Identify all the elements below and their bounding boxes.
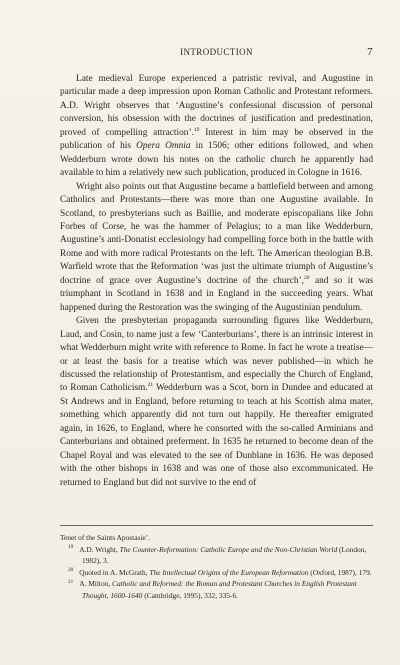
running-head: [60, 47, 373, 61]
footnote-number: 21: [68, 578, 74, 585]
footnote-text: A. Milton, Catholic and Reformed: the Roman and Protestant Churches in English Protestant Thought, 1600-1640 (Cambridge, 1995), 332, 335-6.: [79, 579, 357, 600]
running-title: INTRODUCTION: [180, 47, 253, 57]
page-number: 7: [367, 46, 373, 58]
italic-title: The Intellectual Origins of the European Reformation: [149, 567, 309, 577]
italic-title: The Counter-Reformation: Catholic Europe and the Non-Christian World: [119, 544, 338, 554]
body-text: [60, 73, 373, 490]
footnote-number: 20: [68, 567, 74, 574]
paragraph: Wright also points out that Augustine became a battlefield between and among Catholics and Protestants—there was more than one Augustine available. In Scotland, to presbyterians such as Baillie, and moderate episcopalians like John Forbes of Corse, he was the hammer of Pelagius; to a man like Wedderburn, Augustine’s anti-Donatist ecclesiology had compelling force both in the battle with Rome and with more radical Protestants on the left. The American theologian B.B. Warfield wrote that the Reformation ‘was just the ultimate triumph of Augustine’s doctrine of grace over Augustine’s doctrine of the church’,$^{20}$ and so it was triumphant in Scotland in 1638 and in England in the succeeding years. What happened during the Restoration was the swinging of the Augustinian pendulum.: [60, 181, 373, 313]
footnote-rule: [60, 525, 373, 526]
italic-title: Opera Omnia: [136, 141, 191, 152]
paragraph: Given the presbyterian propaganda surrounding figures like Wedderburn, Laud, and Cosin, to name just a few ‘Canterburians’, there is an intrinsic interest in what Wedderburn might write with reference to Rome. In fact he wrote a treatise—or at least the basis for a treatise which was never published—in which he discussed the relationship of Protestantism, and especially the Church of England, to Roman Catholicism.$^{21}$ Wedderburn was a Scot, born in Dundee and educated at St Andrews and in England, before returning to teach at his Scottish alma mater, something which apparently did not turn out happily. He thereafter emigrated again, in 1626, to England, where he consorted with the so-called Arminians and Canterburians and obtained preferment. In 1635 he returned to become dean of the Chapel Royal and was elevated to the see of Dunblane in 1636. He was deposed with the other bishops in 1638 and was one of those also excommunicated. He returned to England but did not survive to the end of: [60, 316, 373, 488]
footnote-ref: 21: [147, 382, 154, 389]
footnote-continuation: Tenet of the Saints Apostasie’.: [60, 533, 151, 542]
footnote-21: [60, 578, 373, 601]
footnote-20: [60, 567, 373, 579]
footnotes: [60, 525, 373, 602]
footnote-number: 19: [68, 544, 74, 551]
footnote-ref: 19: [193, 126, 200, 133]
footnote-text: Quoted in A. McGrath, The Intellectual Origins of the European Reformation (Oxford, 1987), 179.: [79, 567, 372, 577]
paragraph: Late medieval Europe experienced a patristic revival, and Augustine in particular made a deep impression upon Roman Catholic and Protestant reformers. A.D. Wright observes that ‘Augustine’s confessional discussion of personal conversion, his obsession with the doctrines of justification and predestination, proved of compelling attraction’.$^{19}$ Interest in him may be observed in the publication of his Opera Omnia in 1506; other editions followed, and when Wedderburn wrote down his notes on the catholic church he apparently had available to him a relatively new such publication, produced in Cologne in 1616.: [60, 74, 373, 179]
footnote-text: A.D. Wright, The Counter-Reformation: Catholic Europe and the Non-Christian World (London, 1982), 3.: [79, 544, 367, 566]
footnote-ref: 20: [303, 274, 310, 281]
footnote-19: [60, 544, 373, 567]
italic-title: Catholic and Reformed: the Roman and Protestant Churches in English Protestant Thought, 1600-1640: [82, 579, 357, 600]
